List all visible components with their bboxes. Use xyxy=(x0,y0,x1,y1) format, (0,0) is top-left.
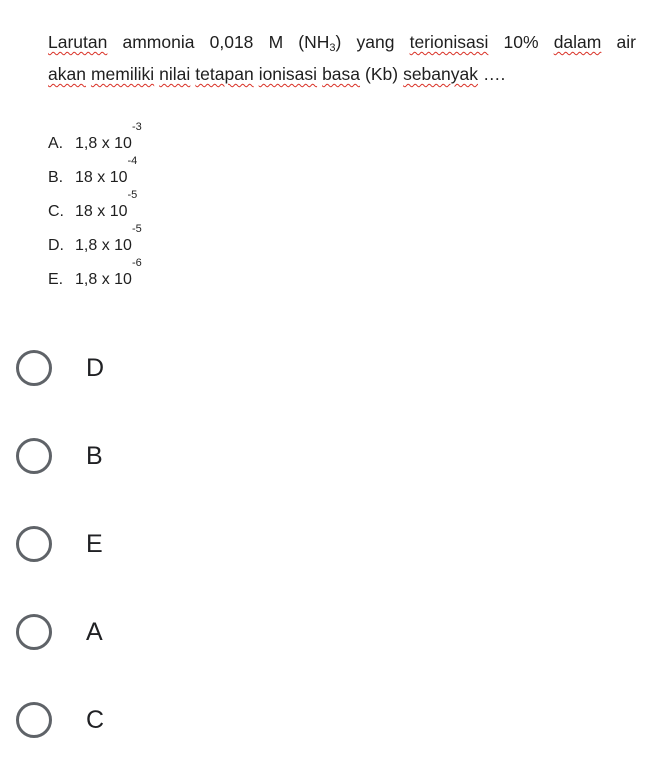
option-label[interactable]: A xyxy=(86,617,103,646)
word-ammonia: ammonia xyxy=(122,32,195,52)
choice-value: 1,8 x 10 xyxy=(75,237,132,254)
word-larutan: Larutan xyxy=(48,32,108,52)
choice-exponent: -5 xyxy=(127,189,138,201)
choice-e xyxy=(48,257,142,297)
choice-letter: C. xyxy=(48,203,64,220)
word-percent: 10% xyxy=(503,32,539,52)
word-ionisasi: ionisasi xyxy=(258,64,318,84)
choice-value: 18 x 10 xyxy=(75,169,128,186)
answer-choices-list xyxy=(48,121,142,297)
word-kb: (Kb) xyxy=(365,64,399,84)
word-memiliki: memiliki xyxy=(90,64,155,84)
question-line-1 xyxy=(48,26,636,58)
choice-exponent: -6 xyxy=(131,257,142,269)
formula-close: ) xyxy=(335,32,342,52)
option-c[interactable] xyxy=(16,698,104,742)
choice-value: 1,8 x 10 xyxy=(75,271,132,288)
word-molar: M xyxy=(268,32,284,52)
word-yang: yang xyxy=(356,32,395,52)
choice-exponent: -4 xyxy=(127,155,138,167)
word-sebanyak-ellipsis: …. xyxy=(483,64,506,84)
radio-button[interactable] xyxy=(16,438,52,474)
formula-subscript: 3 xyxy=(329,42,336,54)
radio-options xyxy=(16,346,104,763)
word-sebanyak-underlined: sebanyak xyxy=(403,64,478,84)
choice-letter: E. xyxy=(48,271,64,288)
question-line-2 xyxy=(48,58,636,90)
question-text xyxy=(48,26,636,90)
choice-exponent: -3 xyxy=(131,121,142,133)
radio-button[interactable] xyxy=(16,702,52,738)
option-a[interactable] xyxy=(16,610,104,654)
word-terionisasi: terionisasi xyxy=(409,32,489,52)
word-tetapan: tetapan xyxy=(195,64,254,84)
option-e[interactable] xyxy=(16,522,104,566)
word-nilai: nilai xyxy=(159,64,191,84)
choice-exponent: -5 xyxy=(131,223,142,235)
option-b[interactable] xyxy=(16,434,104,478)
choice-letter: B. xyxy=(48,169,64,186)
option-label[interactable]: D xyxy=(86,353,105,382)
choice-value: 1,8 x 10 xyxy=(75,135,132,152)
choice-c xyxy=(48,189,142,229)
option-label[interactable]: B xyxy=(86,441,103,470)
choice-letter: D. xyxy=(48,237,64,254)
option-label[interactable]: E xyxy=(86,529,103,558)
choice-value: 18 x 10 xyxy=(75,203,128,220)
formula-nh3 xyxy=(298,26,341,58)
word-air: air xyxy=(616,32,636,52)
radio-button[interactable] xyxy=(16,526,52,562)
radio-button[interactable] xyxy=(16,350,52,386)
option-d[interactable] xyxy=(16,346,104,390)
word-basa: basa xyxy=(322,64,361,84)
word-sebanyak xyxy=(403,58,510,90)
word-concentration: 0,018 xyxy=(209,32,254,52)
option-label[interactable]: C xyxy=(86,705,105,734)
formula-nh-text: (NH xyxy=(298,32,330,52)
word-akan: akan xyxy=(48,64,86,84)
word-dalam: dalam xyxy=(553,32,602,52)
radio-button[interactable] xyxy=(16,614,52,650)
choice-letter: A. xyxy=(48,135,64,152)
choice-d xyxy=(48,223,142,263)
